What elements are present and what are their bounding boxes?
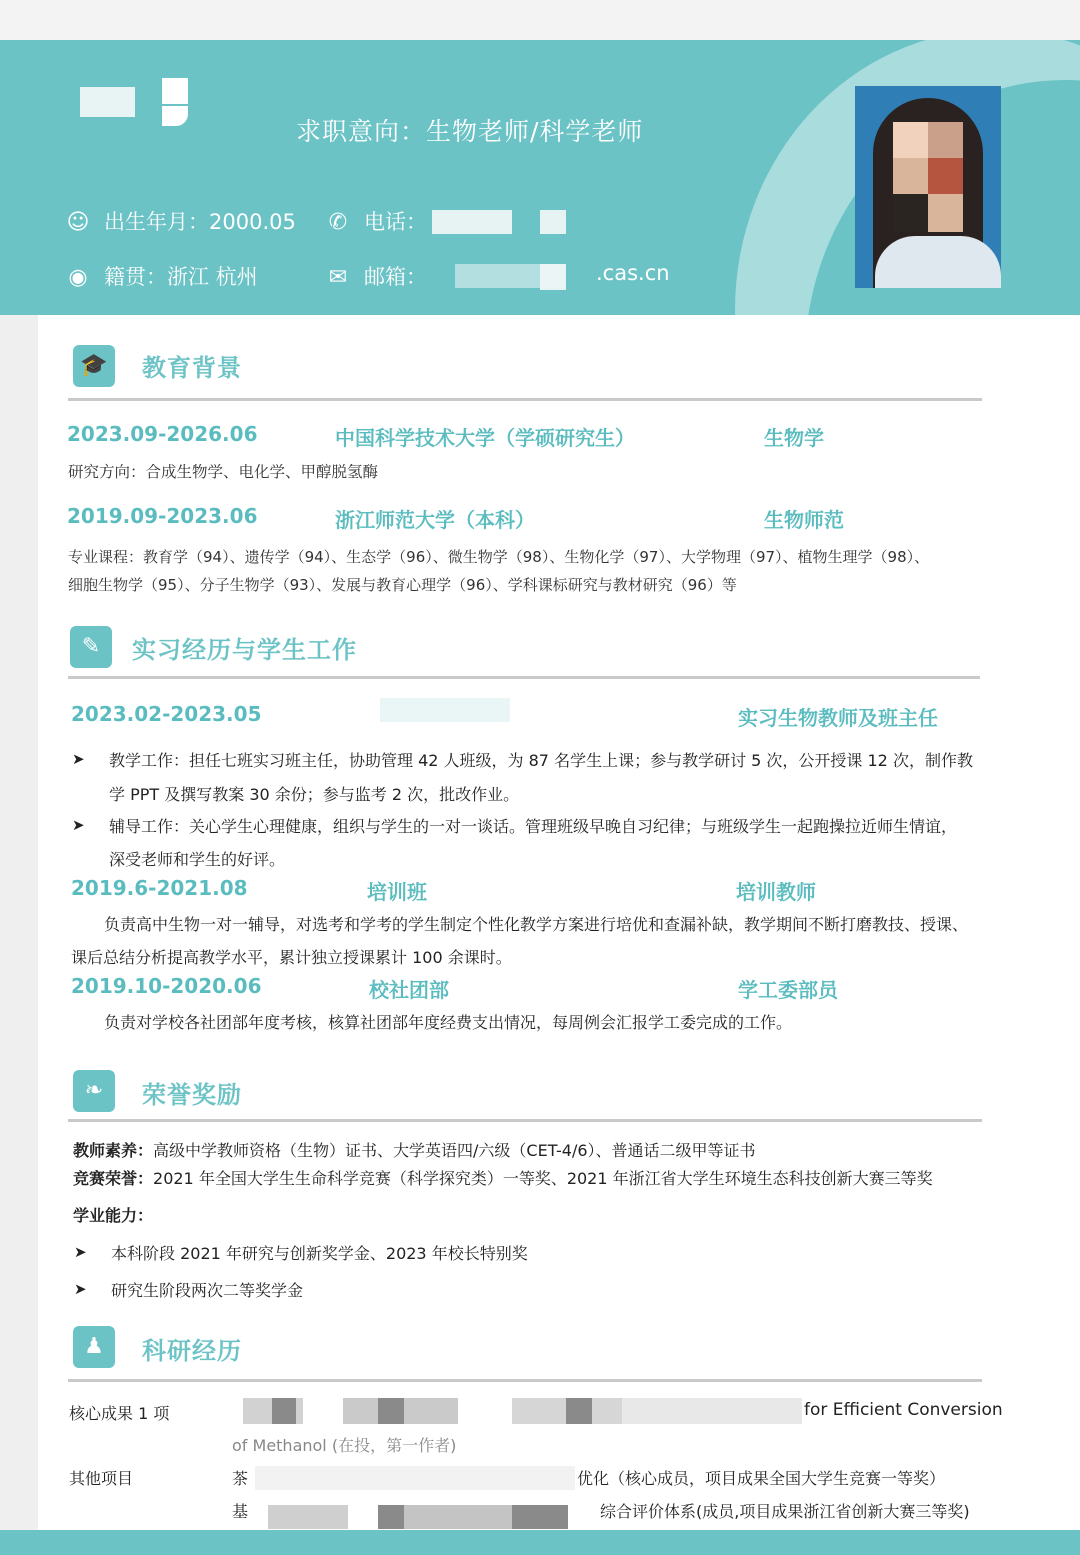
redaction	[255, 1466, 575, 1490]
email-info	[326, 261, 427, 291]
leaf-icon: ❧	[73, 1070, 115, 1112]
honor-contest: 竞赛荣誉：2021 年全国大学生生命科学竞赛（科学探究类）一等奖、2021 年浙江省大学生环境生态科技创新大赛三等奖	[73, 1169, 933, 1188]
mail-icon: ✉	[328, 265, 348, 290]
bottom-bar	[0, 1530, 1080, 1555]
honor-academic-label: 学业能力：	[73, 1206, 154, 1225]
bullet-arrow-icon: ➤	[74, 1280, 87, 1298]
location-icon: ◉	[68, 265, 88, 290]
edu-date: 2019.09-2023.06	[67, 504, 258, 528]
section-divider	[68, 398, 982, 401]
intern-text: 负责高中生物一对一辅导，对选考和学考的学生制定个性化教学方案进行培优和查漏补缺，教学期间不断打磨教技、授课、	[104, 915, 969, 934]
section-title-education: 教育背景	[142, 354, 242, 382]
mouse-icon: ✎	[70, 626, 112, 668]
intern-org: 校社团部	[369, 978, 449, 1002]
edu-courses: 专业课程：教育学（94）、遗传学（94）、生态学（96）、微生物学（98）、生物化学（97）、大学物理（97）、植物生理学（98）、	[68, 548, 930, 566]
research-other-text: 综合评价体系(成员,项目成果浙江省创新大赛三等奖)	[600, 1502, 970, 1521]
intern-bullet-text: 学 PPT 及撰写教案 30 余份；参与监考 2 次，批改作业。	[109, 785, 520, 804]
intern-bullet-text: 教学工作：担任七班实习班主任，协助管理 42 人班级，为 87 名学生上课；参与教学研讨 5 次，公开授课 12 次，制作教	[109, 751, 973, 770]
intern-date: 2023.02-2023.05	[71, 702, 262, 726]
edu-school: 浙江师范大学（本科）	[335, 508, 535, 532]
research-other-prefix: 基	[232, 1502, 249, 1521]
name-redaction	[162, 78, 188, 104]
intern-org: 培训班	[367, 880, 427, 904]
research-other-text: 优化（核心成员，项目成果全国大学生竞赛一等奖）	[577, 1469, 946, 1488]
job-intent: 求职意向：生物老师/科学老师	[296, 117, 644, 146]
intern-date: 2019.10-2020.06	[71, 974, 262, 998]
redaction	[268, 1505, 348, 1529]
bullet-arrow-icon: ➤	[72, 750, 85, 768]
hometown-info	[66, 261, 258, 291]
research-other-prefix: 茶	[232, 1469, 249, 1488]
section-title-research: 科研经历	[142, 1337, 242, 1365]
section-divider	[68, 676, 980, 679]
email-suffix: .cas.cn	[596, 261, 670, 285]
research-core-line2: of Methanol (在投，第一作者)	[232, 1436, 457, 1455]
user-icon: ♟	[73, 1326, 115, 1368]
redaction	[512, 1505, 568, 1529]
email-redaction	[540, 264, 566, 290]
research-other-label: 其他项目	[69, 1469, 134, 1488]
intern-text: 负责对学校各社团部年度考核，核算社团部年度经费支出情况，每周例会汇报学工委完成的工作。	[104, 1013, 793, 1032]
bullet-arrow-icon: ➤	[74, 1243, 87, 1261]
name-redaction	[80, 87, 135, 117]
email-label: 邮箱：	[364, 265, 427, 289]
birth-text: 出生年月：2000.05	[104, 210, 296, 234]
edu-date: 2023.09-2026.06	[67, 422, 258, 446]
intern-text: 课后总结分析提高教学水平，累计独立授课累计 100 余课时。	[71, 948, 512, 967]
intern-role: 实习生物教师及班主任	[738, 706, 938, 730]
honor-academic-item: 研究生阶段两次二等奖学金	[111, 1281, 304, 1300]
intern-role: 培训教师	[736, 880, 816, 904]
birth-info	[66, 206, 296, 236]
phone-info	[326, 206, 427, 236]
redaction	[272, 1398, 296, 1424]
profile-photo	[855, 86, 1001, 288]
org-redaction	[380, 698, 510, 722]
section-divider	[68, 1379, 982, 1382]
honor-teacher: 教师素养：高级中学教师资格（生物）证书、大学英语四/六级（CET-4/6）、普通话二级甲等证书	[73, 1141, 756, 1160]
intern-date: 2019.6-2021.08	[71, 876, 248, 900]
honor-academic-item: 本科阶段 2021 年研究与创新奖学金、2023 年校长特别奖	[111, 1244, 528, 1263]
redaction	[378, 1505, 404, 1529]
edu-detail: 研究方向：合成生物学、电化学、甲醇脱氢酶	[68, 463, 379, 481]
research-core-text: for Efficient Conversion	[804, 1400, 1003, 1420]
section-title-internship: 实习经历与学生工作	[132, 636, 357, 664]
bullet-arrow-icon: ➤	[72, 816, 85, 834]
edu-courses: 细胞生物学（95）、分子生物学（93）、发展与教育心理学（96）、学科课标研究与教材研究（96）等	[68, 576, 737, 594]
edu-major: 生物学	[764, 426, 824, 450]
intern-bullet-text: 辅导工作：关心学生心理健康，组织与学生的一对一谈话。管理班级早晚自习纪律；与班级学生一起跑操拉近师生情谊，	[109, 817, 958, 836]
intern-role: 学工委部员	[738, 978, 838, 1002]
redaction	[404, 1505, 514, 1529]
edu-school: 中国科学技术大学（学硕研究生）	[335, 426, 635, 450]
top-strip	[0, 0, 1080, 40]
hometown-text: 籍贯：浙江 杭州	[104, 265, 258, 289]
intern-bullet-text: 深受老师和学生的好评。	[109, 850, 286, 869]
research-core-label: 核心成果 1 项	[69, 1404, 170, 1423]
edu-major: 生物师范	[764, 508, 844, 532]
redaction	[622, 1398, 802, 1424]
phone-redaction	[540, 210, 566, 234]
section-divider	[68, 1119, 982, 1122]
phone-label: 电话：	[364, 210, 427, 234]
redaction	[566, 1398, 592, 1424]
person-icon: ☺	[66, 210, 90, 235]
phone-icon: ✆	[328, 210, 348, 235]
redaction	[378, 1398, 404, 1424]
phone-redaction	[432, 210, 512, 234]
graduation-cap-icon: 🎓	[73, 345, 115, 387]
section-title-honors: 荣誉奖励	[142, 1081, 242, 1109]
